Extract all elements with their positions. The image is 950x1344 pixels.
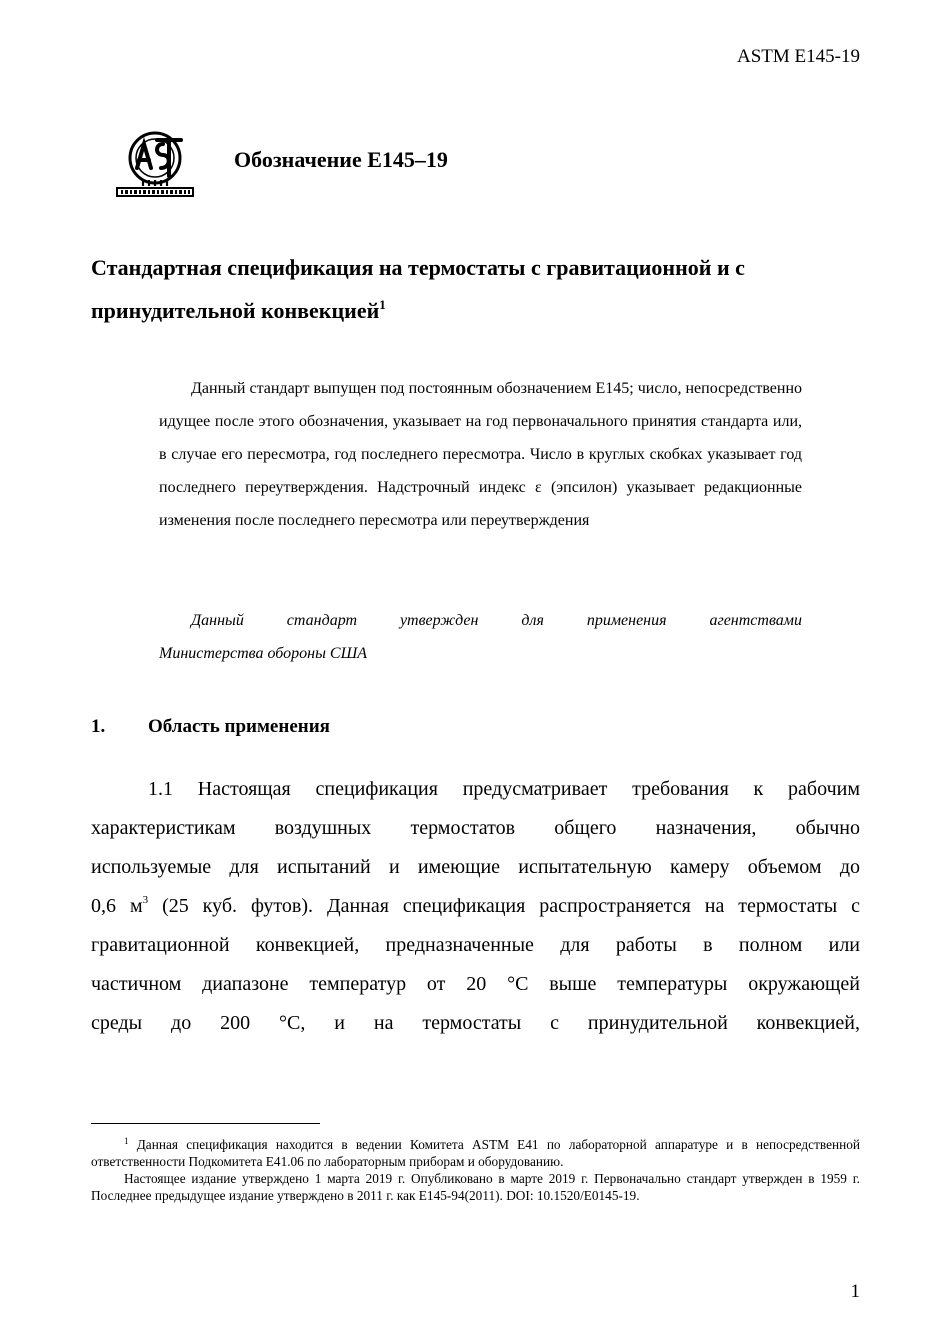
body-line: 1.1 Настоящая спецификация предусматривает требования к рабочим xyxy=(148,778,860,800)
section-number: 1. xyxy=(91,716,106,737)
footnote-1 xyxy=(91,1136,860,1170)
body-line: используемые для испытаний и имеющие испытательную камеру объемом до xyxy=(91,856,860,878)
footnote-mark: 1 xyxy=(124,1136,129,1146)
document-code: ASTM E145-19 xyxy=(737,46,860,67)
footnotes xyxy=(91,1136,860,1204)
astm-logo-icon xyxy=(113,130,197,200)
body-line-rest: (25 куб. футов). Данная спецификация распространяется на термостаты с xyxy=(162,895,861,917)
footnote-1-text: Данная спецификация находится в ведении Комитета ASTM E41 по лабораторной аппаратуре и в непосредственной ответственности Подкомитета E41.06 по лабораторным приборам и оборудованию. xyxy=(91,1137,860,1169)
notice-paragraph: Данный стандарт выпущен под постоянным обозначением E145; число, непосредственно идущее после этого обозначения, указывает на год первоначального принятия стандарта или, в случае его пересмотра, год последнего пересмотра. Число в круглых скобках указывает год последнего переутверждения. Надстрочный индекс ε (эпсилон) указывает редакционные изменения после последнего пересмотра или переутверждения xyxy=(159,380,802,529)
designation-heading: Обозначение E145–19 xyxy=(234,147,448,172)
volume-value: 0,6 м xyxy=(91,895,143,917)
section-body xyxy=(91,770,860,1043)
standard-notice xyxy=(159,372,802,537)
title-footnote-ref: 1 xyxy=(379,297,386,312)
approval-line-2: Министерства обороны США xyxy=(159,645,368,662)
section-heading xyxy=(91,716,330,738)
body-line: гравитационной конвекцией, предназначенные для работы в полном или xyxy=(91,934,860,956)
footnote-2: Настоящее издание утверждено 1 марта 2019 г. Опубликовано в марте 2019 г. Первоначально стандарт утвержден в 1959 г. Последнее предыдущее издание утверждено в 2011 г. как E145-94(2011). DOI: 10.1520/E0145-19. xyxy=(91,1171,860,1203)
body-line: характеристикам воздушных термостатов общего назначения, обычно xyxy=(91,817,860,839)
volume-exponent: 3 xyxy=(142,894,149,906)
body-line: среды до 200 °C, и на термостаты с принудительной конвекцией, xyxy=(91,1012,860,1034)
approval-notice xyxy=(159,604,802,670)
body-line: частичном диапазоне температур от 20 °C выше температуры окружающей xyxy=(91,973,860,995)
approval-line-1: Данный стандарт утвержден для применения агентствами xyxy=(191,612,802,629)
page-number: 1 xyxy=(850,1281,860,1302)
document-title xyxy=(91,246,861,332)
footnote-divider xyxy=(91,1123,320,1124)
body-line-volume xyxy=(91,887,860,926)
astm-logo xyxy=(113,130,197,200)
title-text: Стандартная спецификация на термостаты с гравитационной и с принудительной конвекцией xyxy=(91,255,745,323)
section-title: Область применения xyxy=(148,716,330,737)
